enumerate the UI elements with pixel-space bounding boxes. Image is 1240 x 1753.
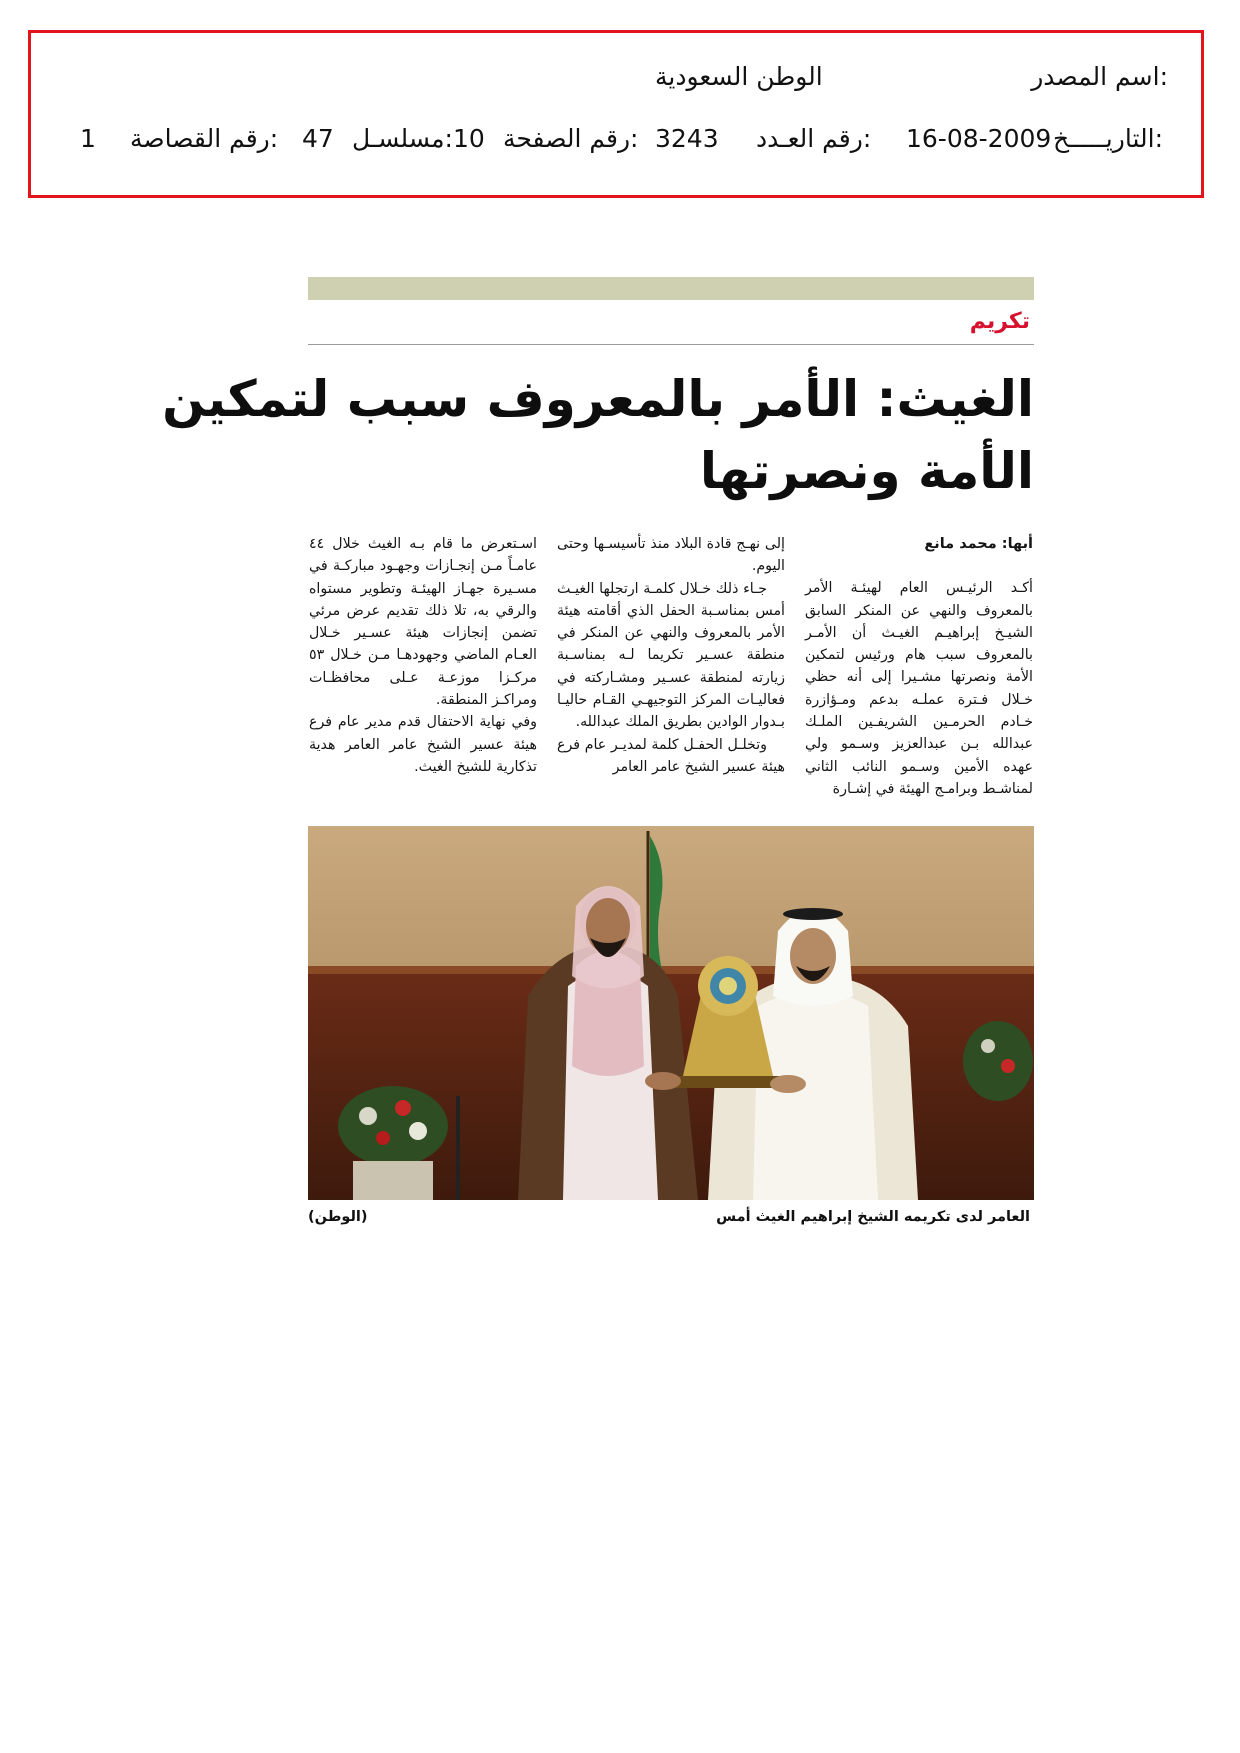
source-value: الوطن السعودية bbox=[655, 62, 823, 91]
article-column-3 bbox=[309, 533, 537, 778]
clip-number-value: 1 bbox=[80, 124, 96, 153]
paragraph: إلى نهـج قادة البلاد منذ تأسيسـها وحتى اليوم. bbox=[557, 536, 785, 575]
issue-value: 3243 bbox=[655, 124, 719, 153]
article-column-1 bbox=[805, 533, 1033, 800]
award-ceremony-photo bbox=[308, 826, 1034, 1200]
serial-value: 47 bbox=[302, 124, 334, 153]
page-label: رقم الصفحة: bbox=[503, 124, 639, 153]
article-photo bbox=[308, 826, 1034, 1200]
paragraph: اسـتعرض ما قام بـه الغيث خلال ٤٤ عامـاً مـن إنجـازات وجهـود مباركـة في مسـيرة جهـاز الهيئـة وتطوير مستواه والرقي به، تلا ذلك تقديم عرض مرئي تضمن إنجازات هيئة عسـير خـلال العـام الماضي وجهودهـا مـن خـلال ٥٣ مركـزا موزعـة عـلى محافظـات ومراكـز المنطقة. bbox=[309, 536, 537, 709]
paragraph: جـاء ذلك خـلال كلمـة ارتجلها الغيـث أمس بمناسـبة الحفل الذي أقامته هيئة الأمر بالمعروف والنهي عن المنكر في منطقة عسـير تكريما لـه بمناسـبة زيارته لمنطقة عسـير ومشـاركته في فعاليـات المركز التوجيهـي القـام حاليـا بـدوار الوادين بطريق الملك عبدالله. bbox=[557, 580, 785, 731]
paragraph: أكـد الرئيـس العام لهيئـة الأمر بالمعروف والنهي عن المنكر السابق الشيـخ إبراهيـم الغيـث أن الأمـر بالمعروف سبب هام ورئيس لتمكين الأمة ونصرتها مشـيرا إلى أنه حظي خـلال فـترة عملـه بدعم ومـؤازرة خـادم الحرمـين الشريفـين الملـك عبدالله بـن عبدالعزيز وسـمو ولي عهده الأمين وسـمو النائب الثاني لمناشـط وبرامـج الهيئة في إشـارة bbox=[805, 580, 1033, 797]
page-value: 10 bbox=[453, 124, 485, 153]
serial-label: مسلسـل: bbox=[352, 124, 453, 153]
issue-label: رقم العـدد: bbox=[756, 124, 872, 153]
header-band bbox=[308, 277, 1034, 300]
photo-caption: العامر لدى تكريمه الشيخ إبراهيم الغيث أمس bbox=[716, 1209, 1030, 1225]
byline: أبها: محمد مانع bbox=[924, 536, 1033, 552]
headline-line-2: الأمة ونصرتها bbox=[699, 442, 1034, 500]
date-label: التاريـــــخ: bbox=[1053, 124, 1163, 153]
section-divider bbox=[308, 344, 1034, 345]
clip-number-label: رقم القصاصة: bbox=[130, 124, 279, 153]
section-label: تكريم bbox=[969, 309, 1030, 334]
clipping-metadata-box bbox=[28, 30, 1204, 198]
date-value: 16-08-2009 bbox=[906, 124, 1052, 153]
photo-credit: (الوطن) bbox=[308, 1209, 368, 1225]
headline-line-1: الغيث: الأمر بالمعروف سبب لتمكين bbox=[162, 370, 1034, 428]
paragraph: وفي نهاية الاحتفال قدم مدير عام فرع هيئة عسير الشيخ عامر العامر هدية تذكارية للشيخ الغيث. bbox=[309, 714, 537, 775]
source-label: اسم المصدر: bbox=[1031, 62, 1168, 91]
article-column-2 bbox=[557, 533, 785, 778]
paragraph: وتخلـل الحفـل كلمة لمديـر عام فرع هيئة عسير الشيخ عامر العامر bbox=[557, 736, 785, 775]
